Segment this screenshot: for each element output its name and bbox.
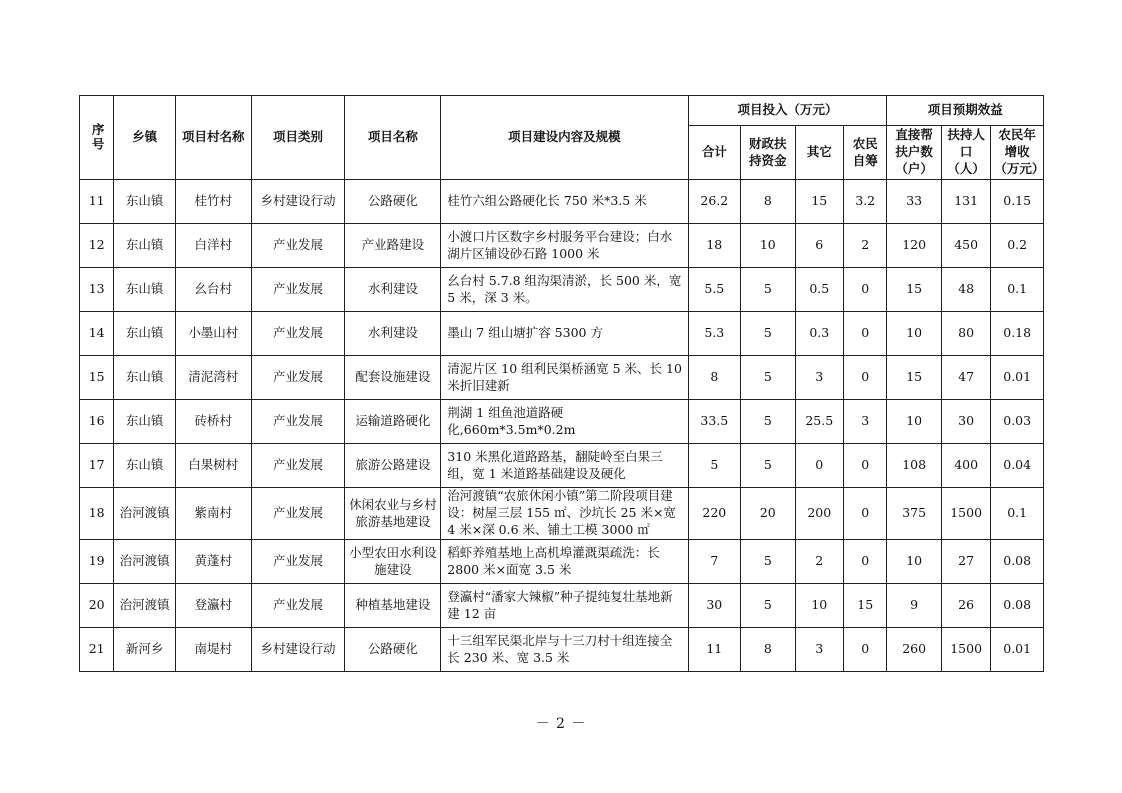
table-row	[80, 540, 1044, 584]
cell-project: 种植基地建设	[345, 584, 441, 628]
table-row	[80, 400, 1044, 444]
cell-other: 10	[795, 584, 843, 628]
cell-project: 公路硬化	[345, 628, 441, 672]
cell-category: 产业发展	[251, 444, 345, 488]
cell-population: 30	[941, 400, 990, 444]
cell-town: 新河乡	[114, 628, 176, 672]
cell-farmer: 0	[844, 268, 887, 312]
cell-village: 幺台村	[175, 268, 251, 312]
cell-population: 27	[941, 540, 990, 584]
table-row	[80, 180, 1044, 224]
cell-fiscal: 5	[741, 584, 796, 628]
cell-project: 休闲农业与乡村旅游基地建设	[345, 488, 441, 540]
table-row	[80, 312, 1044, 356]
cell-category: 产业发展	[251, 400, 345, 444]
header-benefit: 项目预期效益	[887, 96, 1044, 126]
cell-content: 清泥片区 10 组利民渠桥涵宽 5 米、长 10 米折旧建新	[441, 356, 688, 400]
header-fiscal: 财政扶持资金	[741, 126, 796, 180]
cell-farmer: 15	[844, 584, 887, 628]
cell-households: 10	[887, 312, 942, 356]
cell-other: 15	[795, 180, 843, 224]
cell-total: 5.5	[688, 268, 740, 312]
cell-households: 9	[887, 584, 942, 628]
cell-population: 47	[941, 356, 990, 400]
cell-project: 水利建设	[345, 268, 441, 312]
cell-population: 131	[941, 180, 990, 224]
cell-content: 治河渡镇“农旅休闲小镇”第二阶段项目建设：树屋三层 155 ㎡、沙坑长 25 米×宽 4 米×深 0.6 米、铺土工模 3000 ㎡	[441, 488, 688, 540]
cell-other: 0.5	[795, 268, 843, 312]
table-row	[80, 444, 1044, 488]
cell-category: 产业发展	[251, 540, 345, 584]
cell-income: 0.04	[991, 444, 1044, 488]
cell-households: 15	[887, 356, 942, 400]
cell-population: 400	[941, 444, 990, 488]
cell-village: 白洋村	[175, 224, 251, 268]
cell-seq: 16	[80, 400, 114, 444]
project-table	[79, 95, 1044, 672]
header-income: 农民年增收（万元）	[991, 126, 1044, 180]
cell-total: 5	[688, 444, 740, 488]
cell-seq: 15	[80, 356, 114, 400]
cell-fiscal: 10	[741, 224, 796, 268]
cell-fiscal: 20	[741, 488, 796, 540]
header-project: 项目名称	[345, 96, 441, 180]
cell-village: 白果树村	[175, 444, 251, 488]
cell-households: 10	[887, 540, 942, 584]
header-town: 乡镇	[114, 96, 176, 180]
header-category: 项目类别	[251, 96, 345, 180]
header-total: 合计	[688, 126, 740, 180]
cell-category: 产业发展	[251, 312, 345, 356]
cell-income: 0.1	[991, 268, 1044, 312]
cell-population: 48	[941, 268, 990, 312]
cell-farmer: 0	[844, 312, 887, 356]
cell-content: 登瀛村“潘家大辣椒”种子提纯复壮基地新建 12 亩	[441, 584, 688, 628]
cell-total: 5.3	[688, 312, 740, 356]
cell-fiscal: 8	[741, 180, 796, 224]
header-village: 项目村名称	[175, 96, 251, 180]
cell-project: 旅游公路建设	[345, 444, 441, 488]
table-row	[80, 488, 1044, 540]
cell-project: 公路硬化	[345, 180, 441, 224]
cell-income: 0.1	[991, 488, 1044, 540]
cell-income: 0.08	[991, 584, 1044, 628]
cell-content: 墨山 7 组山塘扩容 5300 方	[441, 312, 688, 356]
cell-total: 8	[688, 356, 740, 400]
cell-farmer: 3	[844, 400, 887, 444]
cell-income: 0.01	[991, 356, 1044, 400]
cell-households: 260	[887, 628, 942, 672]
cell-content: 桂竹六组公路硬化长 750 米*3.5 米	[441, 180, 688, 224]
cell-village: 小墨山村	[175, 312, 251, 356]
cell-town: 东山镇	[114, 444, 176, 488]
cell-seq: 18	[80, 488, 114, 540]
cell-village: 登瀛村	[175, 584, 251, 628]
cell-income: 0.15	[991, 180, 1044, 224]
header-seq: 序号	[80, 96, 114, 180]
cell-farmer: 3.2	[844, 180, 887, 224]
cell-total: 11	[688, 628, 740, 672]
cell-other: 3	[795, 356, 843, 400]
cell-content: 荆湖 1 组鱼池道路硬化,660m*3.5m*0.2m	[441, 400, 688, 444]
cell-farmer: 0	[844, 356, 887, 400]
cell-income: 0.18	[991, 312, 1044, 356]
cell-households: 108	[887, 444, 942, 488]
table-body	[80, 180, 1044, 672]
cell-households: 10	[887, 400, 942, 444]
cell-population: 1500	[941, 628, 990, 672]
cell-other: 0.3	[795, 312, 843, 356]
cell-project: 运输道路硬化	[345, 400, 441, 444]
cell-other: 200	[795, 488, 843, 540]
cell-fiscal: 5	[741, 540, 796, 584]
cell-total: 18	[688, 224, 740, 268]
cell-town: 东山镇	[114, 180, 176, 224]
cell-total: 7	[688, 540, 740, 584]
cell-farmer: 0	[844, 488, 887, 540]
cell-category: 乡村建设行动	[251, 180, 345, 224]
cell-content: 幺台村 5.7.8 组沟渠清淤，长 500 米，宽 5 米，深 3 米。	[441, 268, 688, 312]
cell-village: 清泥湾村	[175, 356, 251, 400]
cell-total: 30	[688, 584, 740, 628]
cell-town: 东山镇	[114, 312, 176, 356]
cell-farmer: 0	[844, 444, 887, 488]
header-population: 扶持人口（人）	[941, 126, 990, 180]
cell-village: 砖桥村	[175, 400, 251, 444]
cell-farmer: 2	[844, 224, 887, 268]
cell-households: 120	[887, 224, 942, 268]
cell-seq: 17	[80, 444, 114, 488]
cell-farmer: 0	[844, 540, 887, 584]
cell-total: 33.5	[688, 400, 740, 444]
table-row	[80, 628, 1044, 672]
cell-income: 0.01	[991, 628, 1044, 672]
cell-total: 220	[688, 488, 740, 540]
table-row	[80, 224, 1044, 268]
cell-town: 治河渡镇	[114, 488, 176, 540]
cell-town: 东山镇	[114, 224, 176, 268]
cell-fiscal: 5	[741, 356, 796, 400]
header-farmer: 农民自筹	[844, 126, 887, 180]
cell-seq: 20	[80, 584, 114, 628]
cell-seq: 14	[80, 312, 114, 356]
cell-income: 0.08	[991, 540, 1044, 584]
cell-population: 1500	[941, 488, 990, 540]
cell-income: 0.03	[991, 400, 1044, 444]
cell-town: 治河渡镇	[114, 540, 176, 584]
cell-category: 产业发展	[251, 356, 345, 400]
cell-category: 乡村建设行动	[251, 628, 345, 672]
cell-category: 产业发展	[251, 488, 345, 540]
cell-village: 黄蓬村	[175, 540, 251, 584]
cell-seq: 19	[80, 540, 114, 584]
table-row	[80, 356, 1044, 400]
cell-fiscal: 8	[741, 628, 796, 672]
cell-project: 水利建设	[345, 312, 441, 356]
cell-population: 26	[941, 584, 990, 628]
header-content: 项目建设内容及规模	[441, 96, 688, 180]
cell-households: 375	[887, 488, 942, 540]
cell-farmer: 0	[844, 628, 887, 672]
cell-seq: 21	[80, 628, 114, 672]
cell-other: 0	[795, 444, 843, 488]
cell-fiscal: 5	[741, 312, 796, 356]
cell-other: 6	[795, 224, 843, 268]
cell-fiscal: 5	[741, 400, 796, 444]
header-households: 直接帮扶户数（户）	[887, 126, 942, 180]
cell-households: 15	[887, 268, 942, 312]
header-other: 其它	[795, 126, 843, 180]
cell-population: 450	[941, 224, 990, 268]
table-row	[80, 584, 1044, 628]
page-number: － 2 －	[535, 716, 587, 732]
cell-town: 东山镇	[114, 400, 176, 444]
cell-content: 稻虾养殖基地上高机埠灌溉渠疏洗：长 2800 米×面宽 3.5 米	[441, 540, 688, 584]
cell-population: 80	[941, 312, 990, 356]
cell-seq: 12	[80, 224, 114, 268]
cell-seq: 11	[80, 180, 114, 224]
table-row	[80, 268, 1044, 312]
cell-town: 治河渡镇	[114, 584, 176, 628]
cell-project: 产业路建设	[345, 224, 441, 268]
cell-village: 南堤村	[175, 628, 251, 672]
cell-village: 紫南村	[175, 488, 251, 540]
cell-other: 3	[795, 628, 843, 672]
cell-content: 十三组军民渠北岸与十三刀村十组连接全长 230 米、宽 3.5 米	[441, 628, 688, 672]
cell-content: 310 米黑化道路路基，翻陡岭至白果三组，宽 1 米道路基础建设及硬化	[441, 444, 688, 488]
cell-fiscal: 5	[741, 444, 796, 488]
header-investment: 项目投入（万元）	[688, 96, 887, 126]
cell-fiscal: 5	[741, 268, 796, 312]
cell-town: 东山镇	[114, 356, 176, 400]
cell-other: 2	[795, 540, 843, 584]
cell-town: 东山镇	[114, 268, 176, 312]
cell-category: 产业发展	[251, 584, 345, 628]
cell-income: 0.2	[991, 224, 1044, 268]
cell-village: 桂竹村	[175, 180, 251, 224]
cell-project: 配套设施建设	[345, 356, 441, 400]
cell-project: 小型农田水利设施建设	[345, 540, 441, 584]
cell-total: 26.2	[688, 180, 740, 224]
cell-households: 33	[887, 180, 942, 224]
header-row-1	[80, 96, 1044, 126]
cell-category: 产业发展	[251, 268, 345, 312]
cell-other: 25.5	[795, 400, 843, 444]
cell-content: 小渡口片区数字乡村服务平台建设；白水湖片区铺设砂石路 1000 米	[441, 224, 688, 268]
cell-category: 产业发展	[251, 224, 345, 268]
cell-seq: 13	[80, 268, 114, 312]
